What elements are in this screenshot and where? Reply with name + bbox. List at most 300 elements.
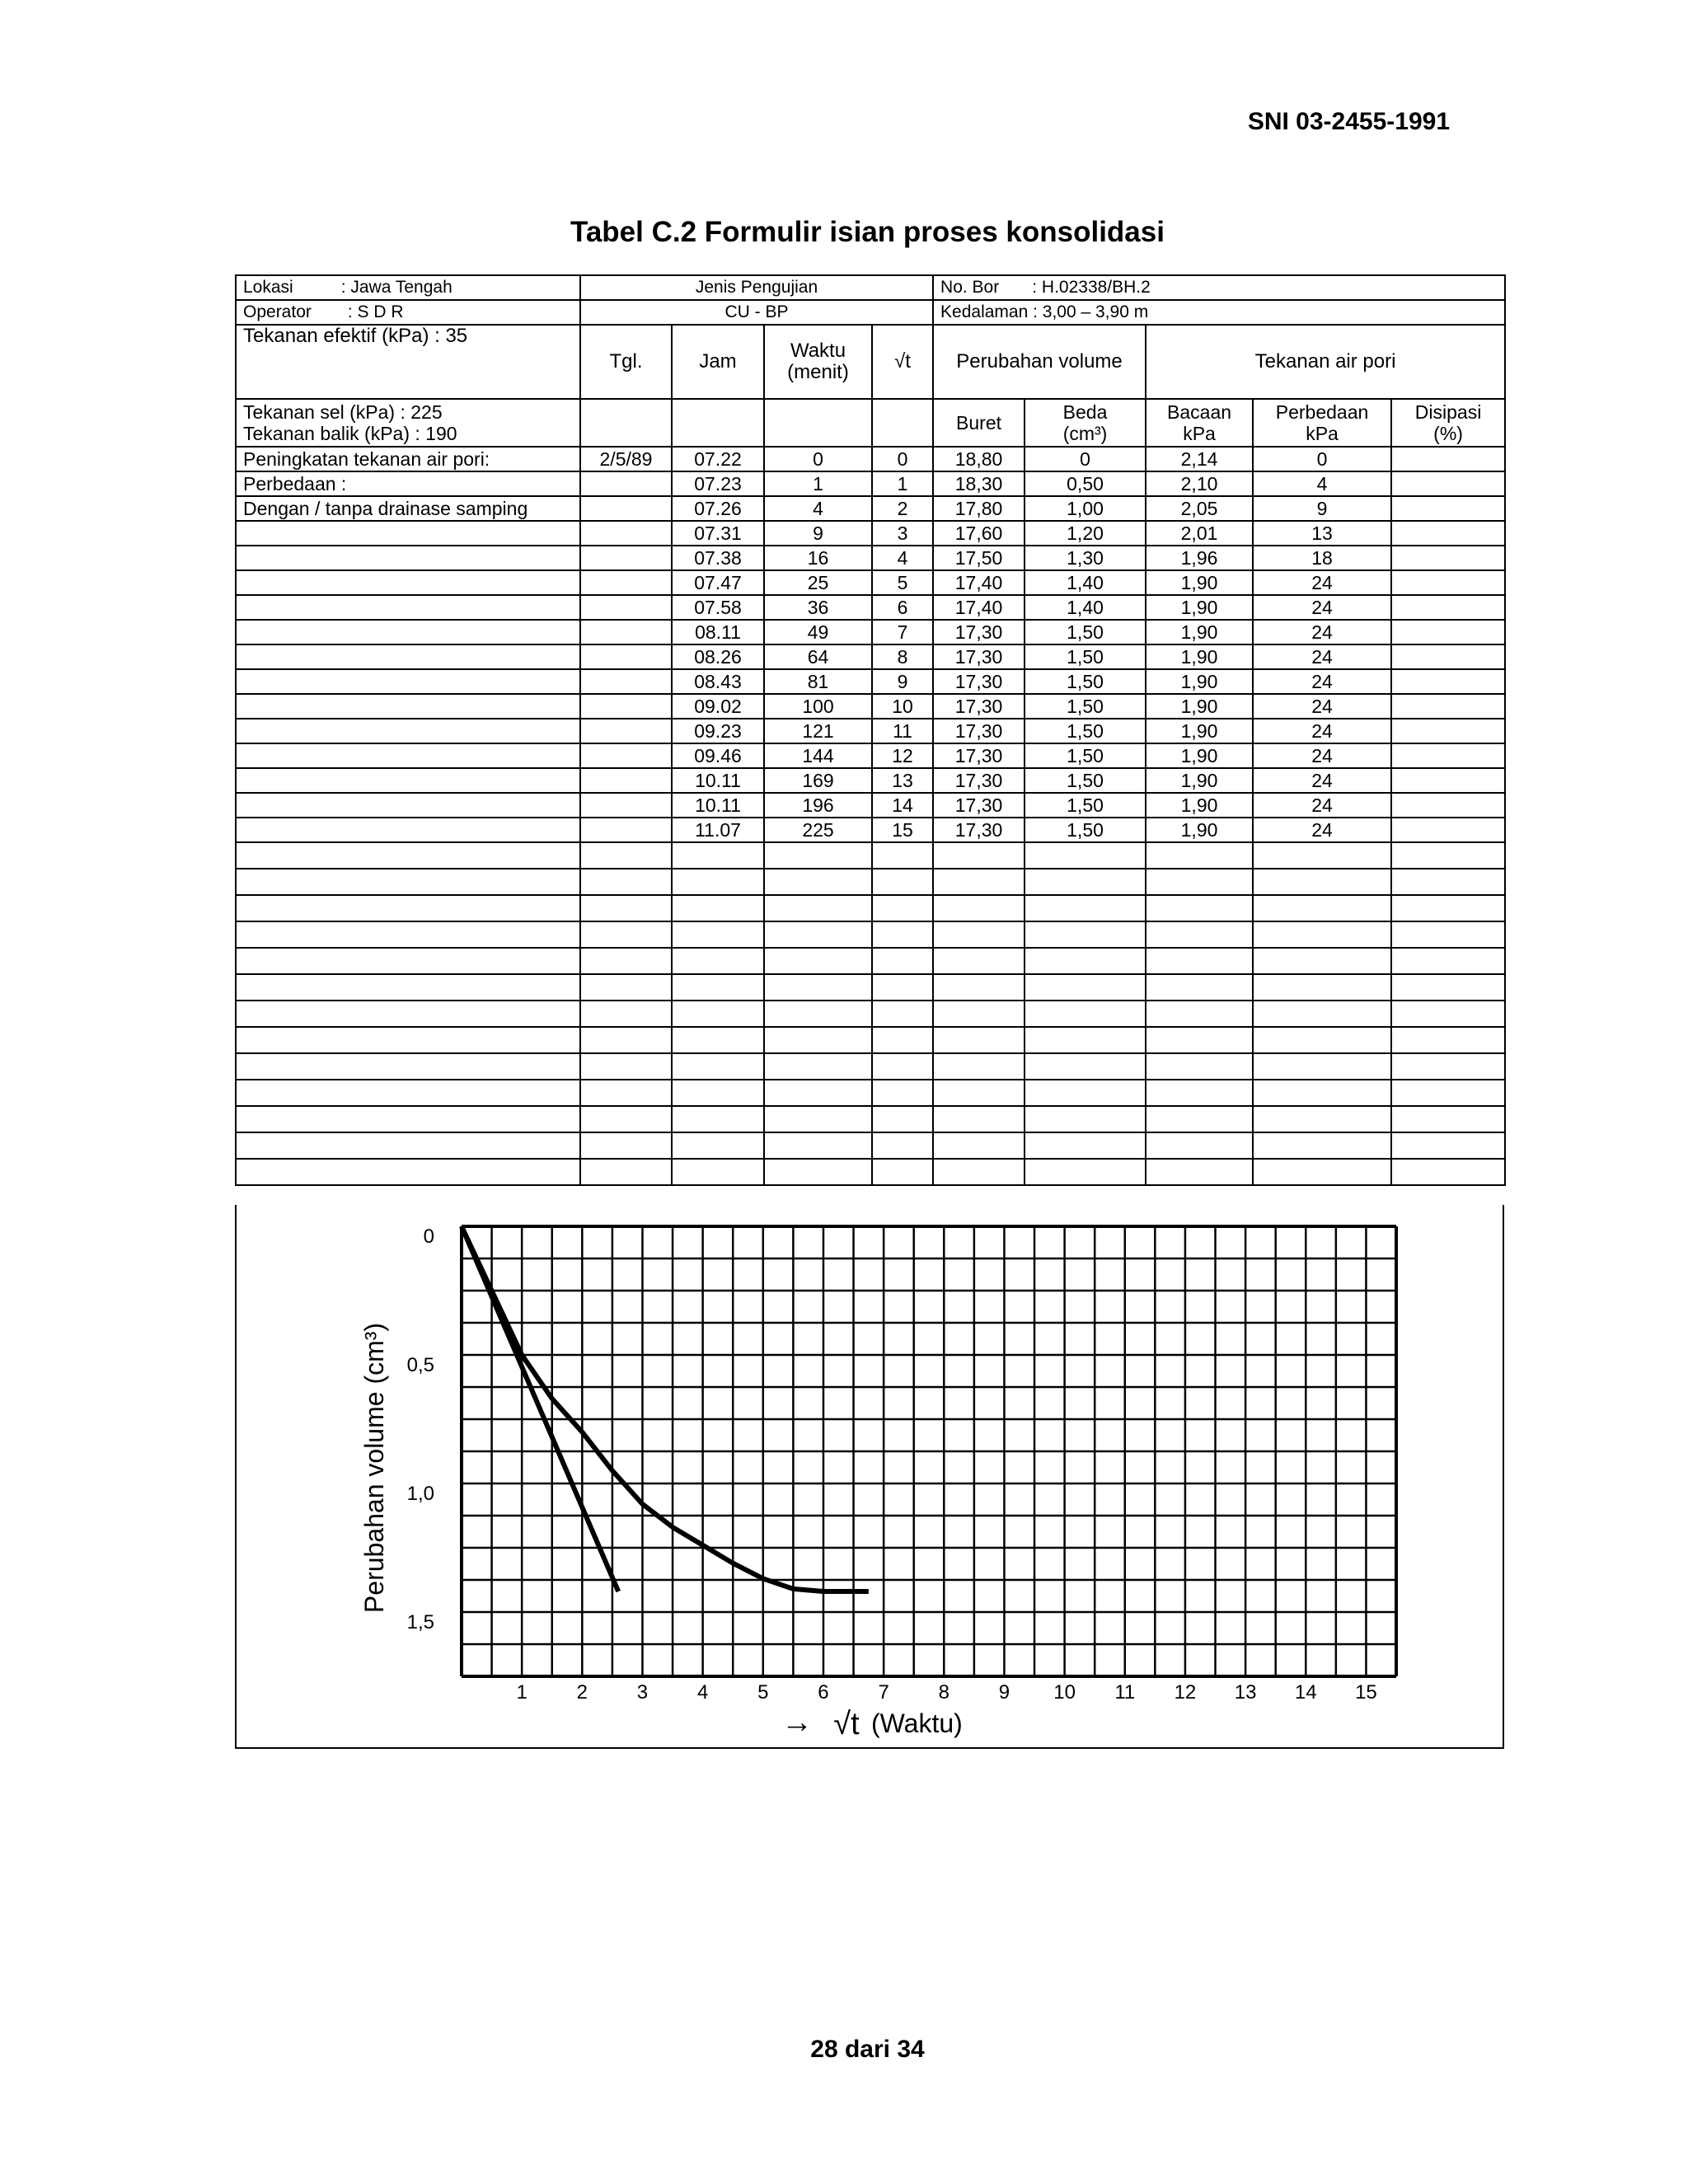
- cell-tgl: 2/5/89: [580, 447, 672, 471]
- cell-disipasi: [1391, 570, 1505, 595]
- row-label: [236, 818, 580, 842]
- empty-cell: [933, 895, 1025, 921]
- empty-cell: [933, 1159, 1025, 1185]
- cell-perbedaan: 4: [1253, 471, 1391, 496]
- col-disipasi-label: Disipasi: [1414, 401, 1482, 423]
- cell-waktu: 1: [764, 471, 872, 496]
- empty-cell: [1391, 1159, 1505, 1185]
- col-disipasi-unit: (%): [1433, 423, 1463, 444]
- lokasi-label: Lokasi: [243, 278, 293, 297]
- y-tick-label: 1,0: [406, 1483, 434, 1505]
- cell-sqrt: 10: [872, 694, 933, 719]
- empty-cell: [1146, 1080, 1253, 1106]
- cell-disipasi: [1391, 496, 1505, 521]
- empty-cell: [1391, 974, 1505, 1001]
- empty-cell: [236, 921, 580, 948]
- empty-cell: [1391, 842, 1505, 869]
- empty-cell: [1025, 869, 1146, 895]
- empty-cell: [672, 842, 764, 869]
- col-sqrt-t: √t: [872, 325, 933, 399]
- row-label: [236, 595, 580, 620]
- table-row: [236, 521, 1505, 546]
- cell-beda: 1,30: [1025, 546, 1146, 570]
- col-perbedaan: [1253, 399, 1391, 447]
- cell-jam: 08.43: [672, 669, 764, 694]
- row-label: [236, 743, 580, 768]
- cell-bacaan: 1,96: [1146, 546, 1253, 570]
- cell-buret: 17,30: [933, 694, 1025, 719]
- cell-waktu: 0: [764, 447, 872, 471]
- cell-buret: 17,30: [933, 719, 1025, 743]
- table-row: [236, 595, 1505, 620]
- empty-row: [236, 1001, 1505, 1027]
- x-tick-label: 15: [1355, 1681, 1377, 1704]
- cell-beda: 0,50: [1025, 471, 1146, 496]
- empty-cell: [1391, 1053, 1505, 1080]
- empty-cell: [1253, 948, 1391, 974]
- cell-waktu: 49: [764, 620, 872, 644]
- cell-bacaan: 1,90: [1146, 743, 1253, 768]
- cell-perbedaan: 24: [1253, 570, 1391, 595]
- col-bacaan-unit: kPa: [1183, 423, 1216, 444]
- no-bor-cell: [933, 275, 1505, 300]
- cell-waktu: 225: [764, 818, 872, 842]
- empty-cell: [580, 1053, 672, 1080]
- cell-perbedaan: 24: [1253, 818, 1391, 842]
- cell-jam: 07.26: [672, 496, 764, 521]
- cell-tgl: [580, 496, 672, 521]
- kedalaman: Kedalaman : 3,00 – 3,90 m: [933, 300, 1505, 325]
- empty-cell: [236, 1159, 580, 1185]
- cell-sqrt: 3: [872, 521, 933, 546]
- col-bacaan-label: Bacaan: [1167, 401, 1232, 423]
- empty-cell: [580, 948, 672, 974]
- table-row: [236, 719, 1505, 743]
- x-tick-label: 5: [757, 1681, 769, 1704]
- col-tekanan-air-pori: Tekanan air pori: [1146, 325, 1505, 399]
- x-tick-label: 9: [998, 1681, 1010, 1704]
- empty-cell: [1025, 895, 1146, 921]
- empty-cell: [580, 1027, 672, 1053]
- table-row: [236, 818, 1505, 842]
- empty-cell: [1391, 1106, 1505, 1132]
- empty-cell: [1253, 1053, 1391, 1080]
- cell-waktu: 196: [764, 793, 872, 818]
- tekanan-efektif: Tekanan efektif (kPa) : 35: [236, 325, 580, 399]
- cell-disipasi: [1391, 768, 1505, 793]
- x-axis-sqrt-symbol: √t: [833, 1707, 860, 1741]
- cell-waktu: 100: [764, 694, 872, 719]
- cell-beda: 1,50: [1025, 620, 1146, 644]
- empty-cell: [1146, 869, 1253, 895]
- empty-cell: [236, 869, 580, 895]
- cell-bacaan: 1,90: [1146, 719, 1253, 743]
- no-bor-label: No. Bor: [940, 278, 1000, 297]
- empty-cell: [872, 1106, 933, 1132]
- tangent-line: [462, 1226, 618, 1591]
- cell-sqrt: 1: [872, 471, 933, 496]
- cell-perbedaan: 24: [1253, 719, 1391, 743]
- empty-cell: [1253, 895, 1391, 921]
- cell-perbedaan: 24: [1253, 644, 1391, 669]
- cell-tgl: [580, 546, 672, 570]
- empty-cell: [1146, 1159, 1253, 1185]
- row-label: [236, 793, 580, 818]
- empty-cell: [764, 1001, 872, 1027]
- empty-cell: [672, 895, 764, 921]
- cell-jam: 07.58: [672, 595, 764, 620]
- row-label: [236, 768, 580, 793]
- empty-cell: [933, 948, 1025, 974]
- empty-cell: [1025, 948, 1146, 974]
- cell-jam: 10.11: [672, 793, 764, 818]
- empty-cell: [1391, 1080, 1505, 1106]
- empty-cell: [580, 1080, 672, 1106]
- cell-jam: 09.46: [672, 743, 764, 768]
- x-tick-label: 11: [1114, 1681, 1136, 1704]
- empty-cell: [872, 948, 933, 974]
- cell-perbedaan: 24: [1253, 595, 1391, 620]
- row-label: [236, 644, 580, 669]
- table-row: [236, 496, 1505, 521]
- table-row: [236, 447, 1505, 471]
- jenis-pengujian-value: CU - BP: [580, 300, 933, 325]
- empty-cell: [1253, 1132, 1391, 1159]
- cell-buret: 17,40: [933, 595, 1025, 620]
- cell-waktu: 25: [764, 570, 872, 595]
- cell-beda: 1,50: [1025, 743, 1146, 768]
- empty-cell: [1253, 1027, 1391, 1053]
- x-tick-label: 10: [1053, 1681, 1076, 1704]
- empty-cell: [1025, 1159, 1146, 1185]
- cell-buret: 18,80: [933, 447, 1025, 471]
- empty-cell: [1146, 1027, 1253, 1053]
- empty-cell: [580, 895, 672, 921]
- cell-jam: 09.23: [672, 719, 764, 743]
- empty-row: [236, 1053, 1505, 1080]
- cell-waktu: 169: [764, 768, 872, 793]
- y-tick-label: 0,5: [406, 1354, 434, 1376]
- empty-cell: [672, 1106, 764, 1132]
- tekanan-sel-balik: [236, 399, 580, 447]
- y-tick-label: 1,5: [406, 1611, 434, 1633]
- empty-cell: [580, 399, 672, 447]
- empty-cell: [1253, 842, 1391, 869]
- empty-cell: [580, 1001, 672, 1027]
- empty-cell: [672, 1053, 764, 1080]
- empty-cell: [236, 1001, 580, 1027]
- empty-cell: [236, 1053, 580, 1080]
- cell-sqrt: 11: [872, 719, 933, 743]
- x-tick-label: 12: [1174, 1681, 1197, 1704]
- empty-cell: [764, 1027, 872, 1053]
- cell-sqrt: 8: [872, 644, 933, 669]
- empty-cell: [580, 921, 672, 948]
- empty-cell: [580, 1159, 672, 1185]
- cell-bacaan: 1,90: [1146, 620, 1253, 644]
- col-jam: Jam: [672, 325, 764, 399]
- operator-cell: [236, 300, 580, 325]
- cell-buret: 17,80: [933, 496, 1025, 521]
- cell-bacaan: 2,10: [1146, 471, 1253, 496]
- x-tick-label: 13: [1234, 1681, 1257, 1704]
- empty-cell: [764, 1106, 872, 1132]
- cell-tgl: [580, 719, 672, 743]
- cell-sqrt: 6: [872, 595, 933, 620]
- empty-row: [236, 1106, 1505, 1132]
- empty-cell: [933, 921, 1025, 948]
- empty-cell: [1146, 921, 1253, 948]
- cell-disipasi: [1391, 793, 1505, 818]
- empty-cell: [1253, 869, 1391, 895]
- empty-cell: [1146, 895, 1253, 921]
- empty-cell: [672, 399, 764, 447]
- empty-cell: [872, 974, 933, 1001]
- empty-cell: [1391, 1027, 1505, 1053]
- empty-cell: [872, 1001, 933, 1027]
- table-row: [236, 743, 1505, 768]
- x-tick-label: 6: [818, 1681, 829, 1704]
- row-label: [236, 546, 580, 570]
- cell-waktu: 144: [764, 743, 872, 768]
- empty-cell: [1391, 921, 1505, 948]
- col-perubahan-volume: Perubahan volume: [933, 325, 1146, 399]
- empty-cell: [1253, 1080, 1391, 1106]
- empty-row: [236, 895, 1505, 921]
- graph-box: [235, 1205, 1504, 1749]
- cell-tgl: [580, 793, 672, 818]
- cell-jam: 07.31: [672, 521, 764, 546]
- empty-cell: [236, 842, 580, 869]
- row-label: [236, 620, 580, 644]
- empty-cell: [1146, 948, 1253, 974]
- cell-perbedaan: 24: [1253, 620, 1391, 644]
- cell-jam: 07.23: [672, 471, 764, 496]
- cell-tgl: [580, 595, 672, 620]
- cell-beda: 1,50: [1025, 644, 1146, 669]
- empty-cell: [872, 842, 933, 869]
- table-row: [236, 570, 1505, 595]
- cell-buret: 17,50: [933, 546, 1025, 570]
- cell-buret: 18,30: [933, 471, 1025, 496]
- cell-tgl: [580, 743, 672, 768]
- empty-cell: [1253, 1001, 1391, 1027]
- operator-label: Operator: [243, 302, 312, 321]
- empty-cell: [1146, 1053, 1253, 1080]
- empty-cell: [764, 1159, 872, 1185]
- jenis-pengujian-label: Jenis Pengujian: [580, 275, 933, 300]
- x-tick-label: 3: [636, 1681, 649, 1704]
- cell-disipasi: [1391, 644, 1505, 669]
- cell-jam: 11.07: [672, 818, 764, 842]
- empty-cell: [1253, 1159, 1391, 1185]
- cell-disipasi: [1391, 669, 1505, 694]
- empty-cell: [236, 974, 580, 1001]
- cell-sqrt: 4: [872, 546, 933, 570]
- table-row: [236, 471, 1505, 496]
- empty-cell: [580, 1132, 672, 1159]
- cell-buret: 17,30: [933, 818, 1025, 842]
- x-tick-label: 2: [576, 1681, 588, 1704]
- table-row: [236, 620, 1505, 644]
- empty-cell: [236, 948, 580, 974]
- col-disipasi: [1391, 399, 1505, 447]
- cell-beda: 1,00: [1025, 496, 1146, 521]
- empty-cell: [672, 1001, 764, 1027]
- cell-waktu: 81: [764, 669, 872, 694]
- cell-sqrt: 9: [872, 669, 933, 694]
- cell-jam: 10.11: [672, 768, 764, 793]
- cell-waktu: 4: [764, 496, 872, 521]
- table-row: [236, 546, 1505, 570]
- empty-cell: [236, 1106, 580, 1132]
- cell-disipasi: [1391, 471, 1505, 496]
- cell-perbedaan: 24: [1253, 694, 1391, 719]
- empty-cell: [764, 895, 872, 921]
- cell-buret: 17,40: [933, 570, 1025, 595]
- cell-jam: 08.11: [672, 620, 764, 644]
- empty-cell: [1025, 1106, 1146, 1132]
- cell-beda: 1,50: [1025, 818, 1146, 842]
- cell-waktu: 16: [764, 546, 872, 570]
- empty-cell: [672, 1159, 764, 1185]
- empty-cell: [236, 1027, 580, 1053]
- cell-disipasi: [1391, 447, 1505, 471]
- cell-perbedaan: 24: [1253, 669, 1391, 694]
- empty-cell: [1146, 974, 1253, 1001]
- cell-sqrt: 5: [872, 570, 933, 595]
- empty-cell: [1025, 1053, 1146, 1080]
- empty-cell: [933, 974, 1025, 1001]
- cell-disipasi: [1391, 620, 1505, 644]
- x-tick-label: 7: [878, 1681, 889, 1704]
- empty-cell: [1253, 1106, 1391, 1132]
- cell-tgl: [580, 471, 672, 496]
- empty-row: [236, 921, 1505, 948]
- empty-cell: [672, 921, 764, 948]
- col-waktu: [764, 325, 872, 399]
- empty-cell: [1025, 1027, 1146, 1053]
- y-tick-label: 0: [423, 1226, 434, 1248]
- empty-cell: [764, 921, 872, 948]
- cell-sqrt: 2: [872, 496, 933, 521]
- empty-cell: [580, 869, 672, 895]
- cell-perbedaan: 24: [1253, 793, 1391, 818]
- empty-cell: [872, 1053, 933, 1080]
- cell-sqrt: 14: [872, 793, 933, 818]
- cell-beda: 0: [1025, 447, 1146, 471]
- empty-cell: [764, 1053, 872, 1080]
- cell-tgl: [580, 669, 672, 694]
- cell-disipasi: [1391, 694, 1505, 719]
- empty-cell: [1025, 921, 1146, 948]
- empty-cell: [933, 869, 1025, 895]
- cell-beda: 1,50: [1025, 694, 1146, 719]
- cell-sqrt: 15: [872, 818, 933, 842]
- row-label: [236, 669, 580, 694]
- cell-bacaan: 1,90: [1146, 818, 1253, 842]
- col-bacaan: [1146, 399, 1253, 447]
- cell-jam: 07.22: [672, 447, 764, 471]
- cell-disipasi: [1391, 521, 1505, 546]
- cell-bacaan: 1,90: [1146, 768, 1253, 793]
- empty-cell: [1025, 1132, 1146, 1159]
- cell-beda: 1,50: [1025, 768, 1146, 793]
- cell-waktu: 121: [764, 719, 872, 743]
- empty-cell: [1391, 869, 1505, 895]
- cell-disipasi: [1391, 719, 1505, 743]
- cell-bacaan: 1,90: [1146, 793, 1253, 818]
- empty-cell: [872, 895, 933, 921]
- col-beda-unit: (cm³): [1062, 423, 1108, 444]
- x-axis-label: (Waktu): [871, 1708, 963, 1738]
- x-tick-label: 1: [516, 1681, 528, 1704]
- empty-cell: [764, 869, 872, 895]
- empty-cell: [933, 842, 1025, 869]
- row-label: [236, 570, 580, 595]
- cell-perbedaan: 24: [1253, 768, 1391, 793]
- no-bor-value: : H.02338/BH.2: [1032, 278, 1151, 297]
- cell-tgl: [580, 768, 672, 793]
- tekanan-balik: Tekanan balik (kPa) : 190: [243, 423, 457, 444]
- cell-disipasi: [1391, 818, 1505, 842]
- cell-sqrt: 12: [872, 743, 933, 768]
- empty-cell: [672, 1027, 764, 1053]
- empty-cell: [236, 895, 580, 921]
- empty-cell: [933, 1001, 1025, 1027]
- operator-value: : S D R: [347, 302, 404, 321]
- cell-disipasi: [1391, 595, 1505, 620]
- empty-row: [236, 869, 1505, 895]
- empty-cell: [1025, 1080, 1146, 1106]
- col-tgl: Tgl.: [580, 325, 672, 399]
- x-axis-arrow: →: [781, 1705, 813, 1740]
- empty-cell: [580, 1106, 672, 1132]
- empty-cell: [872, 1159, 933, 1185]
- empty-cell: [1146, 1132, 1253, 1159]
- cell-tgl: [580, 644, 672, 669]
- data-rows: [236, 447, 1505, 1185]
- row-label: Dengan / tanpa drainase samping: [236, 496, 580, 521]
- x-tick-label: 8: [938, 1681, 950, 1704]
- col-beda: [1025, 399, 1146, 447]
- table-row: [236, 644, 1505, 669]
- empty-row: [236, 974, 1505, 1001]
- table-row: [236, 768, 1505, 793]
- cell-waktu: 36: [764, 595, 872, 620]
- cell-buret: 17,30: [933, 768, 1025, 793]
- cell-beda: 1,50: [1025, 669, 1146, 694]
- col-perbedaan-label: Perbedaan: [1275, 401, 1369, 423]
- cell-jam: 07.47: [672, 570, 764, 595]
- empty-cell: [1391, 1132, 1505, 1159]
- cell-tgl: [580, 694, 672, 719]
- empty-cell: [1253, 921, 1391, 948]
- table-row: [236, 669, 1505, 694]
- col-perbedaan-unit: kPa: [1306, 423, 1339, 444]
- cell-bacaan: 1,90: [1146, 644, 1253, 669]
- empty-row: [236, 1027, 1505, 1053]
- page-title: Tabel C.2 Formulir isian proses konsolidasi: [570, 216, 1165, 248]
- empty-cell: [1146, 842, 1253, 869]
- empty-cell: [1146, 1001, 1253, 1027]
- empty-cell: [764, 948, 872, 974]
- cell-bacaan: 2,14: [1146, 447, 1253, 471]
- cell-perbedaan: 18: [1253, 546, 1391, 570]
- table-row: [236, 694, 1505, 719]
- cell-sqrt: 0: [872, 447, 933, 471]
- empty-cell: [872, 1080, 933, 1106]
